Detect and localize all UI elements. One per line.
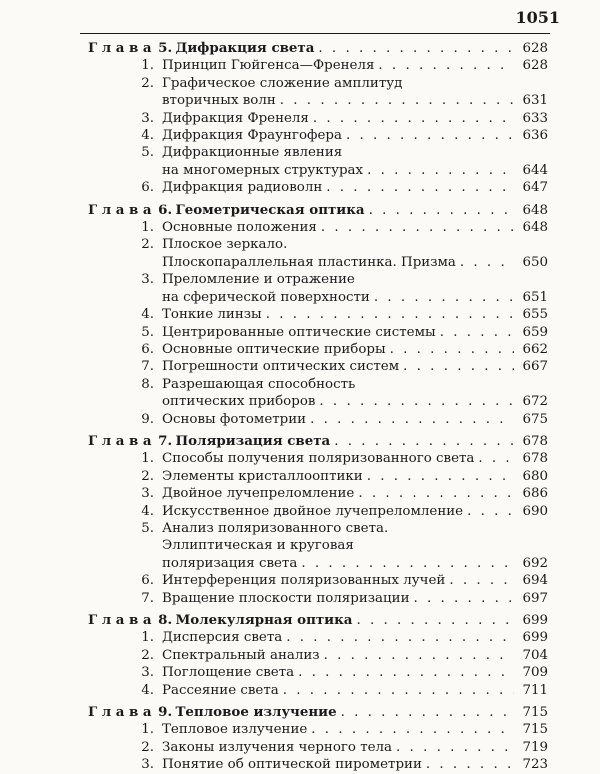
toc-item: [88, 306, 548, 323]
item-title-line: [162, 682, 548, 699]
item-number: 4.: [141, 307, 154, 323]
toc-item: [88, 179, 548, 196]
toc-item: [88, 503, 548, 520]
item-number: 2.: [141, 468, 154, 484]
item-title: [162, 721, 548, 738]
item-title-text: Центрированные оптические системы: [162, 324, 436, 340]
item-page: 631: [522, 93, 548, 109]
chapter-title: Дифракция света: [175, 40, 315, 56]
item-title: [162, 306, 548, 323]
chapter-page: 715: [522, 705, 548, 721]
toc-item: [88, 756, 548, 773]
header-rule: [80, 33, 550, 34]
item-page: 655: [522, 307, 548, 323]
dot-leader: [396, 739, 514, 756]
dot-leader: [313, 110, 514, 127]
item-page: 633: [522, 110, 548, 126]
item-page: 651: [522, 289, 548, 305]
chapter-title: Тепловое излучение: [175, 704, 337, 721]
toc-item: [88, 572, 548, 589]
item-title: [162, 376, 548, 411]
chapter-number: 8.: [158, 612, 173, 628]
dot-leader: [378, 57, 514, 74]
item-title: [162, 341, 548, 358]
dot-leader: [310, 411, 514, 428]
item-title: [162, 127, 548, 144]
dot-leader: [467, 503, 514, 520]
dot-leader: [311, 721, 514, 738]
item-page: 675: [522, 411, 548, 427]
item-number: 8.: [141, 376, 154, 392]
item-number: 2.: [141, 75, 154, 91]
item-title: [162, 647, 548, 664]
item-number: 2.: [141, 237, 154, 253]
dot-leader: [449, 572, 514, 589]
chapter: [88, 40, 548, 197]
item-title-text: Вращение плоскости поляризации: [162, 590, 410, 606]
item-title: [162, 503, 548, 520]
dot-leader: [280, 92, 514, 109]
item-title-line: [162, 590, 548, 607]
dot-leader: [414, 590, 515, 607]
item-page: 662: [522, 341, 548, 357]
item-title-line: [162, 450, 548, 467]
chapter-prefix: Глава: [88, 612, 157, 628]
dot-leader: [426, 756, 514, 773]
dot-leader: [321, 219, 514, 236]
chapter-prefix: Глава: [88, 432, 157, 449]
chapter-number: 7.: [158, 432, 173, 449]
dot-leader: [319, 393, 514, 410]
item-page: 723: [522, 757, 548, 773]
item-title-text: Преломление и отражение: [162, 272, 355, 288]
item-number: 2.: [141, 647, 154, 663]
item-title-text: оптических приборов: [162, 394, 316, 410]
chapter-heading: [88, 433, 548, 450]
dot-leader: [324, 647, 514, 664]
dot-leader: [367, 468, 514, 485]
item-title: [162, 485, 548, 502]
table-of-contents: [88, 40, 548, 774]
toc-item: [88, 468, 548, 485]
item-title-text: Интерференция поляризованных лучей: [162, 573, 446, 589]
item-title-text: Дифракция радиоволн: [162, 180, 323, 196]
item-number: 7.: [141, 590, 154, 606]
item-page: 648: [522, 220, 548, 236]
item-page: 628: [522, 58, 548, 74]
item-title-line: [162, 271, 548, 288]
item-number: 3.: [141, 665, 154, 681]
item-page: 699: [522, 630, 548, 646]
item-title: [162, 520, 548, 572]
dot-leader: [369, 202, 514, 219]
item-title: [162, 756, 548, 773]
item-title-line: [162, 537, 548, 554]
chapter-prefix: Глава: [88, 201, 157, 218]
item-title-text: Искусственное двойное лучепреломление: [162, 503, 464, 519]
item-page: 647: [522, 180, 548, 196]
toc-item: [88, 57, 548, 74]
dot-leader: [286, 629, 514, 646]
chapter-number: 9.: [158, 704, 173, 721]
item-number: 5.: [141, 520, 154, 536]
item-page: 715: [522, 722, 548, 738]
dot-leader: [460, 254, 514, 271]
item-title-line: [162, 503, 548, 520]
dot-leader: [374, 289, 514, 306]
item-title-text: Тонкие линзы: [162, 307, 262, 323]
item-title-line: [162, 92, 548, 109]
item-page: 709: [522, 665, 548, 681]
item-title: [162, 682, 548, 699]
item-title: [162, 219, 548, 236]
dot-leader: [266, 306, 514, 323]
chapter-page: 699: [522, 613, 548, 628]
item-title-line: [162, 127, 548, 144]
dot-leader: [334, 433, 514, 450]
dot-leader: [367, 162, 514, 179]
item-number: 1.: [141, 451, 154, 467]
chapter-heading: [88, 40, 548, 57]
chapter-heading: [88, 202, 548, 219]
toc-item: [88, 664, 548, 681]
item-page: 680: [522, 468, 548, 484]
item-title: [162, 572, 548, 589]
item-title-line: [162, 629, 548, 646]
item-title-line: [162, 162, 548, 179]
item-page: 659: [522, 324, 548, 340]
item-title-line: [162, 75, 548, 92]
chapter-page: 678: [522, 433, 548, 449]
item-page: 678: [522, 451, 548, 467]
item-title-line: [162, 57, 548, 74]
item-title-text: Принцип Гюйгенса—Френеля: [162, 58, 375, 74]
item-number: 5.: [141, 324, 154, 340]
toc-item: [88, 341, 548, 358]
item-page: 711: [522, 682, 548, 698]
item-number: 1.: [141, 220, 154, 236]
item-page: 644: [522, 162, 548, 178]
item-number: 1.: [141, 722, 154, 738]
chapter: [88, 704, 548, 774]
chapter-page: 648: [522, 202, 548, 218]
item-title: [162, 590, 548, 607]
item-title-text: на многомерных структурах: [162, 162, 364, 178]
item-title: [162, 324, 548, 341]
item-number: 1.: [141, 630, 154, 646]
item-title-line: [162, 324, 548, 341]
item-title-line: [162, 411, 548, 428]
toc-item: [88, 520, 548, 572]
toc-item: [88, 127, 548, 144]
item-title-line: [162, 485, 548, 502]
chapter-number: 6.: [158, 201, 173, 218]
item-title-line: [162, 110, 548, 127]
item-title-text: Дифракция Френеля: [162, 110, 309, 126]
item-title-text: Основные положения: [162, 220, 317, 236]
dot-leader: [326, 179, 514, 196]
item-title-line: [162, 236, 548, 253]
item-title: [162, 271, 548, 306]
toc-item: [88, 590, 548, 607]
dot-leader: [403, 358, 514, 375]
item-number: 2.: [141, 739, 154, 755]
item-number: 4.: [141, 682, 154, 698]
item-title-text: поляризация света: [162, 555, 298, 571]
item-title-line: [162, 393, 548, 410]
item-number: 7.: [141, 359, 154, 375]
item-title-line: [162, 520, 548, 537]
dot-leader: [356, 612, 514, 629]
item-number: 6.: [141, 180, 154, 196]
item-title: [162, 629, 548, 646]
chapter-heading: [88, 612, 548, 629]
dot-leader: [301, 555, 514, 572]
chapter-prefix: Глава: [88, 704, 157, 721]
chapter: [88, 612, 548, 699]
item-number: 4.: [141, 128, 154, 144]
item-title-text: Двойное лучепреломление: [162, 486, 355, 502]
chapter-title: Геометрическая оптика: [175, 201, 365, 218]
item-title-line: [162, 572, 548, 589]
page-number: 1051: [515, 8, 560, 27]
item-title: [162, 75, 548, 110]
item-title-text: Дифракция Фраунгофера: [162, 128, 342, 144]
item-title-text: Плоскопараллельная пластинка. Призма: [162, 254, 456, 270]
toc-item: [88, 647, 548, 664]
toc-item: [88, 450, 548, 467]
dot-leader: [390, 341, 514, 358]
item-title-text: Основы фотометрии: [162, 411, 307, 427]
item-page: 672: [522, 394, 548, 410]
item-title-text: Законы излучения черного тела: [162, 739, 393, 755]
item-title-line: [162, 219, 548, 236]
item-title-text: вторичных волн: [162, 93, 276, 109]
item-number: 3.: [141, 110, 154, 126]
item-title-text: Понятие об оптической пирометрии: [162, 757, 422, 773]
item-title-text: Дисперсия света: [162, 630, 283, 646]
item-title-text: Спектральный анализ: [162, 647, 320, 663]
toc-item: [88, 219, 548, 236]
toc-item: [88, 682, 548, 699]
chapter-page: 628: [522, 41, 548, 56]
item-title: [162, 664, 548, 681]
item-title: [162, 411, 548, 428]
item-number: 6.: [141, 573, 154, 589]
item-title-text: Тепловое излучение: [162, 722, 308, 738]
item-title-text: Плоское зеркало.: [162, 237, 288, 253]
item-title-line: [162, 664, 548, 681]
item-title: [162, 739, 548, 756]
item-title: [162, 179, 548, 196]
toc-item: [88, 358, 548, 375]
toc-item: [88, 324, 548, 341]
dot-leader: [341, 704, 514, 721]
toc-item: [88, 739, 548, 756]
toc-item: [88, 376, 548, 411]
item-title-line: [162, 647, 548, 664]
item-page: 704: [522, 647, 548, 663]
item-title-line: [162, 358, 548, 375]
toc-item: [88, 144, 548, 179]
dot-leader: [346, 127, 514, 144]
chapter: [88, 202, 548, 428]
item-number: 3.: [141, 272, 154, 288]
dot-leader: [283, 682, 514, 699]
item-title-line: [162, 289, 548, 306]
item-title-text: Разрешающая способность: [162, 376, 356, 392]
item-title: [162, 236, 548, 271]
toc-item: [88, 110, 548, 127]
item-title-line: [162, 306, 548, 323]
item-title: [162, 358, 548, 375]
toc-item: [88, 629, 548, 646]
item-title: [162, 57, 548, 74]
item-page: 690: [522, 503, 548, 519]
item-title-line: [162, 756, 548, 773]
dot-leader: [478, 450, 514, 467]
item-number: 3.: [141, 486, 154, 502]
item-title-line: [162, 555, 548, 572]
item-title: [162, 144, 548, 179]
item-number: 3.: [141, 757, 154, 773]
item-page: 636: [522, 128, 548, 144]
toc-item: [88, 485, 548, 502]
item-title-text: Дифракционные явления: [162, 145, 343, 161]
item-title-line: [162, 144, 548, 161]
dot-leader: [440, 324, 514, 341]
toc-item: [88, 271, 548, 306]
toc-item: [88, 721, 548, 738]
item-title-text: Элементы кристаллооптики: [162, 468, 363, 484]
dot-leader: [358, 485, 514, 502]
item-title-text: Поглощение света: [162, 665, 295, 681]
item-title-line: [162, 376, 548, 393]
item-number: 1.: [141, 58, 154, 74]
toc-item: [88, 75, 548, 110]
item-title-text: Способы получения поляризованного света: [162, 451, 475, 467]
item-title-line: [162, 721, 548, 738]
item-title-text: Рассеяние света: [162, 682, 279, 698]
toc-item: [88, 411, 548, 428]
item-page: 692: [522, 555, 548, 571]
item-number: 6.: [141, 341, 154, 357]
item-number: 5.: [141, 145, 154, 161]
item-page: 667: [522, 359, 548, 375]
item-page: 697: [522, 590, 548, 606]
item-title-text: на сферической поверхности: [162, 289, 370, 305]
chapter-title: Поляризация света: [175, 432, 331, 449]
item-title-line: [162, 254, 548, 271]
item-page: 650: [522, 254, 548, 270]
chapter-title: Молекулярная оптика: [175, 612, 353, 628]
chapter-heading: [88, 704, 548, 721]
item-page: 686: [522, 486, 548, 502]
item-number: 4.: [141, 503, 154, 519]
item-page: 719: [522, 739, 548, 755]
item-title-line: [162, 341, 548, 358]
item-title-text: Анализ поляризованного света.: [162, 520, 389, 536]
chapter: [88, 433, 548, 607]
item-title: [162, 468, 548, 485]
item-title: [162, 450, 548, 467]
item-title-line: [162, 739, 548, 756]
toc-item: [88, 236, 548, 271]
item-title-line: [162, 179, 548, 196]
dot-leader: [298, 664, 514, 681]
item-title-text: Графическое сложение амплитуд: [162, 75, 403, 91]
item-title-text: Основные оптические приборы: [162, 341, 386, 357]
item-title: [162, 110, 548, 127]
item-title-line: [162, 468, 548, 485]
chapter-prefix: Глава: [88, 40, 157, 56]
dot-leader: [318, 40, 514, 57]
item-page: 694: [522, 573, 548, 589]
chapter-number: 5.: [158, 40, 173, 56]
item-title-text: Погрешности оптических систем: [162, 359, 400, 375]
item-title-text: Эллиптическая и круговая: [162, 538, 354, 554]
item-number: 9.: [141, 411, 154, 427]
